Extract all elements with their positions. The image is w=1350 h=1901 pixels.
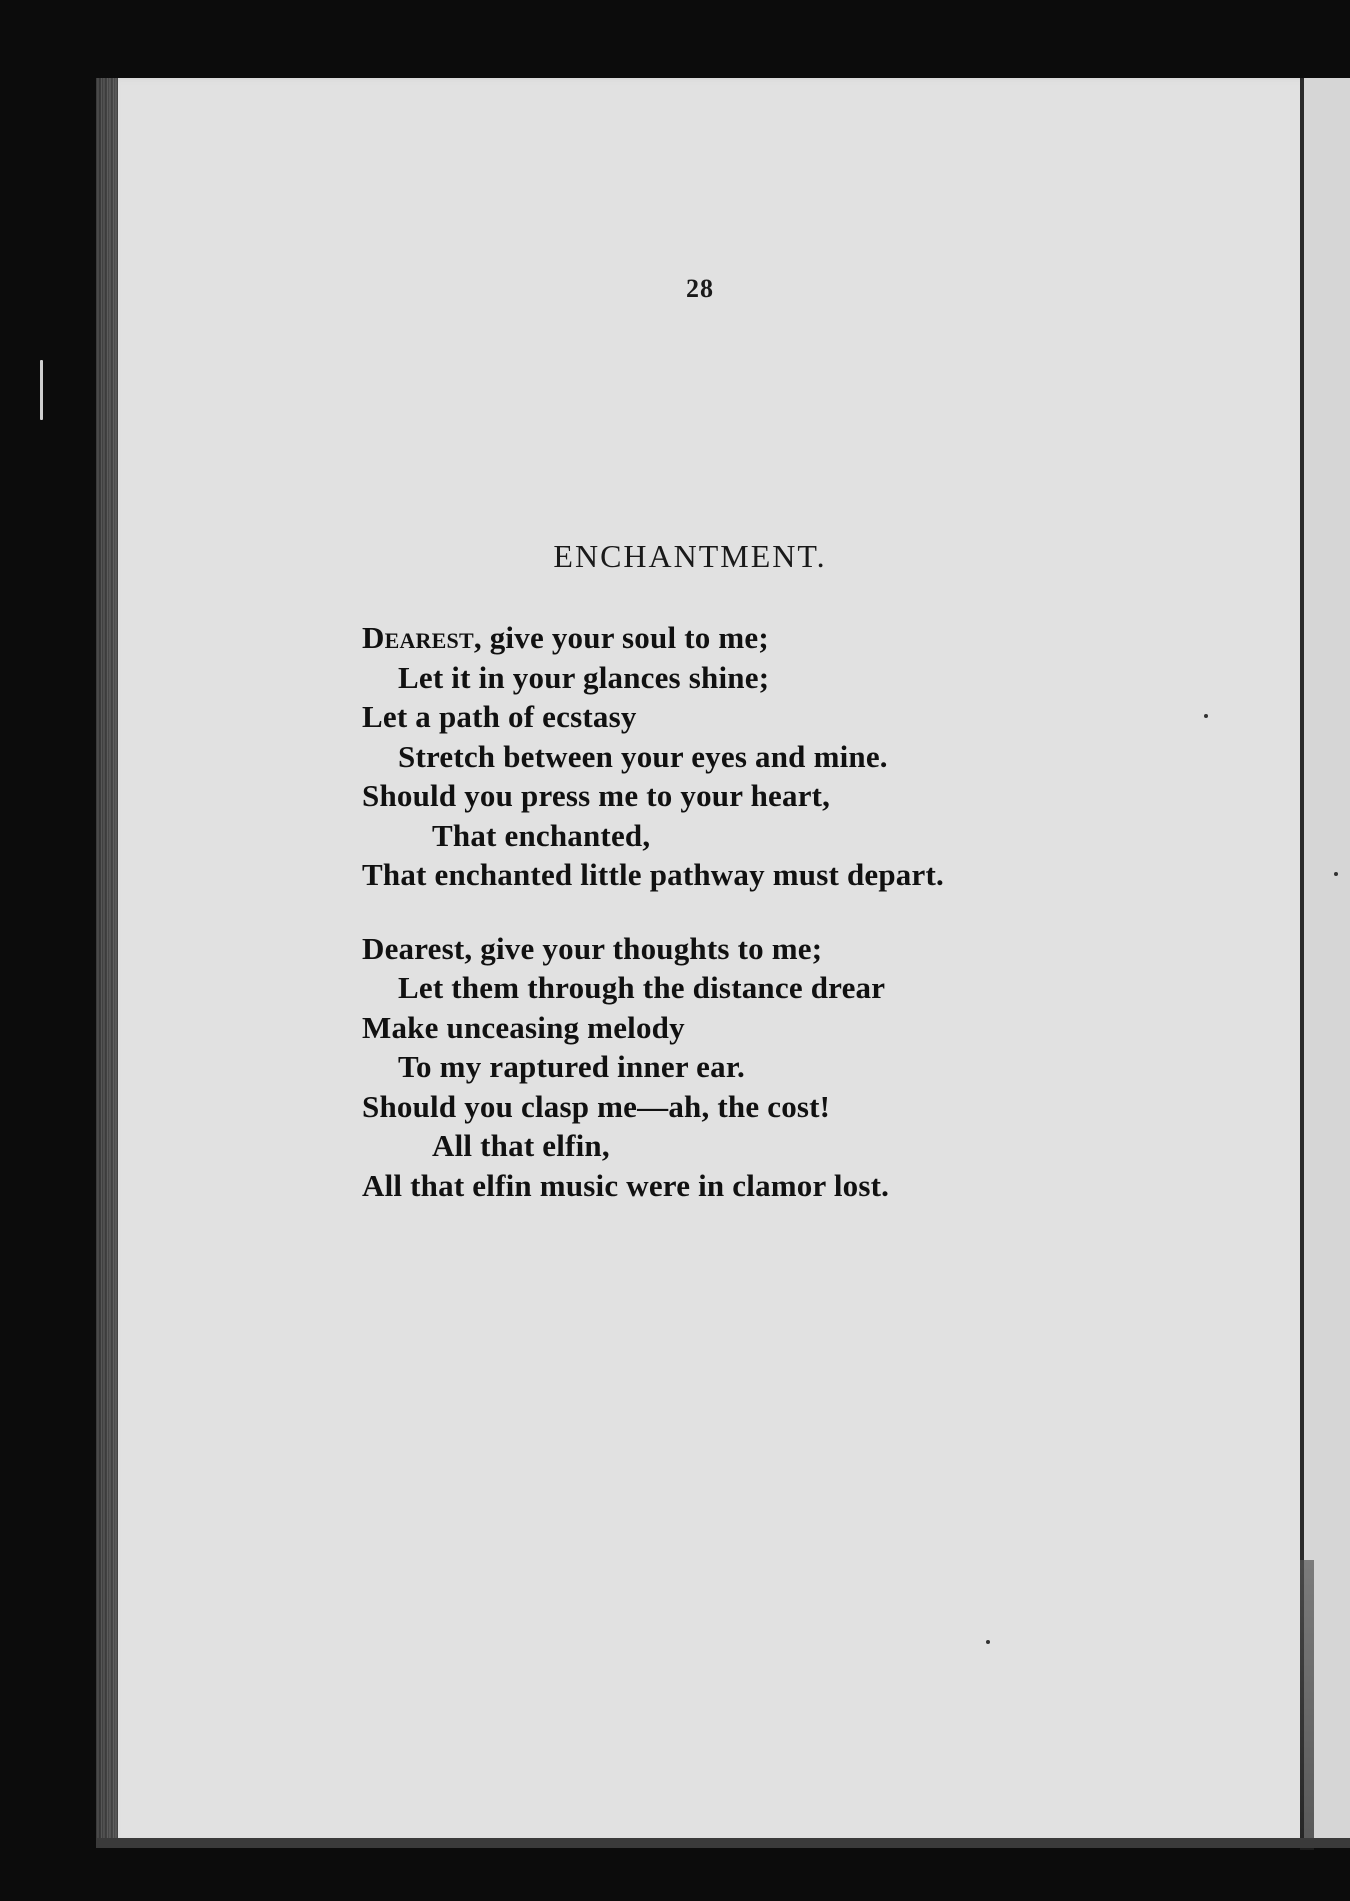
poem-line: Let a path of ecstasy (362, 699, 637, 734)
page-binding-edge (96, 78, 118, 1848)
poem-line: Should you press me to your heart, (362, 778, 831, 813)
page-bottom-edge (96, 1838, 1350, 1848)
stanza-1 (362, 618, 1122, 895)
scan-speck (40, 360, 43, 420)
poem-line: All that elfin music were in clamor lost. (362, 1167, 890, 1203)
poem-line: Should you clasp me—ah, the cost! (362, 1088, 831, 1124)
poem-line-lead: Dearest, (362, 620, 482, 655)
scan-speck (1334, 872, 1338, 876)
next-page-shadow (1300, 1560, 1314, 1850)
poem-line: To my raptured inner ear. (398, 1049, 745, 1084)
poem-line: Let it in your glances shine; (398, 659, 770, 695)
poem-title: ENCHANTMENT. (553, 538, 827, 574)
scan-speck (986, 1640, 990, 1644)
poem-line: That enchanted, (432, 817, 651, 853)
poem-line: Let them through the distance drear (398, 970, 886, 1005)
poem-line: All that elfin, (432, 1128, 610, 1163)
poem-line: Make unceasing melody (362, 1009, 685, 1045)
poem-line: Dearest, give your thoughts to me; (362, 930, 823, 966)
page-number: 28 (686, 274, 714, 303)
poem-line-text: give your soul to me; (481, 620, 769, 655)
stanza-2 (362, 929, 1122, 1206)
poem-body (362, 618, 1122, 1205)
poem-line (362, 618, 1122, 658)
poem-line: Stretch between your eyes and mine. (398, 738, 888, 774)
poem-line: That enchanted little pathway must depart. (362, 857, 944, 892)
scan-speck (1204, 714, 1208, 718)
